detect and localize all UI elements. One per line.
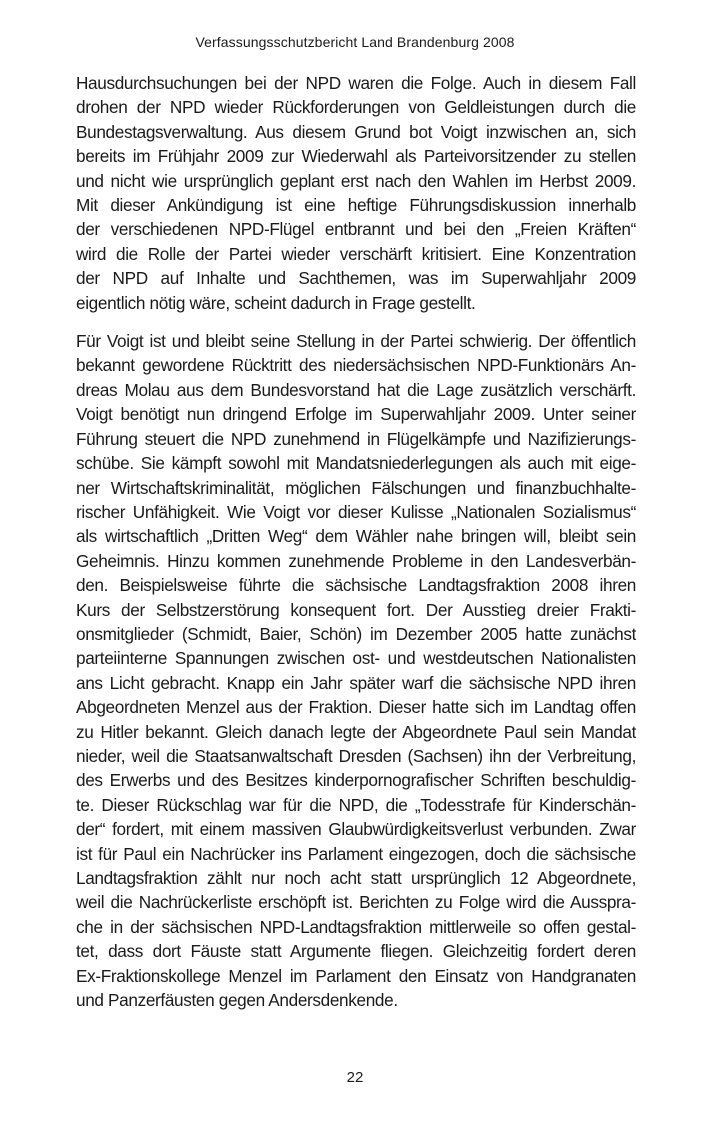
- text-line: bereits im Frühjahr 2009 zur Wiederwahl als Parteivorsitzender zu stellen: [76, 146, 636, 167]
- text-line: Abgeordneten Menzel aus der Fraktion. Dieser hatte sich im Landtag offen: [76, 697, 636, 718]
- text-line: und Panzerfäusten gegen Andersdenkende.: [76, 990, 398, 1011]
- text-line: parteiinterne Spannungen zwischen ost- und westdeutschen Nationalisten: [76, 648, 636, 669]
- text-line: der NPD auf Inhalte und Sachthemen, was im Superwahljahr 2009: [76, 268, 636, 289]
- text-line: Ex-Fraktionskollege Menzel im Parlament den Einsatz von Handgranaten: [76, 965, 636, 986]
- text-line: Kurs der Selbstzerstörung konsequent fort. Der Ausstieg dreier Frakti-: [76, 599, 636, 620]
- text-line: ans Licht gebracht. Knapp ein Jahr später warf die sächsische NPD ihren: [76, 672, 636, 693]
- text-line: tet, dass dort Fäuste statt Argumente fliegen. Gleichzeitig fordert deren: [76, 941, 636, 962]
- text-line: che in der sächsischen NPD-Landtagsfraktion mittlerweile so offen gestal-: [76, 916, 636, 937]
- text-line: onsmitglieder (Schmidt, Baier, Schön) im Dezember 2005 hatte zunächst: [76, 623, 636, 644]
- text-line: ist für Paul ein Nachrücker ins Parlament eingezogen, doch die sächsische: [76, 843, 636, 864]
- text-line: zu Hitler bekannt. Gleich danach legte der Abgeordnete Paul sein Mandat: [76, 721, 636, 742]
- text-line: und nicht wie ursprünglich geplant erst nach den Wahlen im Herbst 2009.: [76, 170, 636, 191]
- text-line: Für Voigt ist und bleibt seine Stellung in der Partei schwierig. Der öffentlich: [76, 331, 636, 352]
- text-line: rischer Unfähigkeit. Wie Voigt vor dieser Kulisse „Nationalen Sozialismus“: [76, 501, 636, 522]
- text-line: Führung steuert die NPD zunehmend in Flügelkämpfe und Nazifizierungs-: [76, 428, 636, 449]
- page-number: 22: [346, 1069, 364, 1086]
- text-line: Bundestagsverwaltung. Aus diesem Grund bot Voigt inzwischen an, sich: [76, 121, 636, 142]
- text-line: eigentlich nötig wäre, scheint dadurch in Frage gestellt.: [76, 292, 476, 313]
- text-line: nieder, weil die Staatsanwaltschaft Dresden (Sachsen) ihn der Verbreitung,: [76, 745, 636, 766]
- text-line: den. Beispielsweise führte die sächsische Landtagsfraktion 2008 ihren: [76, 575, 636, 596]
- text-line: weil die Nachrückerliste erschöpft ist. Berichten zu Folge wird die Ausspra-: [76, 892, 636, 913]
- text-line: ner Wirtschaftskriminalität, möglichen Fälschungen und finanzbuchhalte-: [76, 477, 636, 498]
- text-line: Hausdurchsuchungen bei der NPD waren die Folge. Auch in diesem Fall: [76, 73, 636, 93]
- text-line: Mit dieser Ankündigung ist eine heftige Führungsdiskussion innerhalb: [76, 195, 636, 216]
- text-line: der“ fordert, mit einem massiven Glaubwürdigkeitsverlust verbunden. Zwar: [76, 819, 636, 840]
- text-line: des Erwerbs und des Besitzes kinderpornografischer Schriften beschuldig-: [76, 770, 636, 791]
- text-line: Geheimnis. Hinzu kommen zunehmende Probleme in den Landesverbän-: [76, 550, 636, 571]
- text-line: drohen der NPD wieder Rückforderungen von Geldleistungen durch die: [76, 97, 636, 118]
- text-line: Voigt benötigt nun dringend Erfolge im Superwahljahr 2009. Unter seiner: [76, 404, 636, 425]
- text-line: schübe. Sie kämpft sowohl mit Mandatsniederlegungen als auch mit eige-: [76, 453, 636, 474]
- paragraph-1: [76, 71, 636, 315]
- body-text: [76, 71, 636, 1012]
- text-line: te. Dieser Rückschlag war für die NPD, die „Todesstrafe für Kinderschän-: [76, 794, 636, 815]
- text-line: dreas Molau aus dem Bundesvorstand hat die Lage zusätzlich verschärft.: [76, 379, 636, 400]
- text-line: wird die Rolle der Partei wieder verschärft kritisiert. Eine Konzentration: [76, 243, 636, 264]
- text-line: als wirtschaftlich „Dritten Weg“ dem Wähler nahe bringen will, bleibt sein: [76, 526, 636, 547]
- running-header: Verfassungsschutzbericht Land Brandenburg 2008: [195, 34, 515, 50]
- text-line: bekannt gewordene Rücktritt des niedersächsischen NPD-Funktionärs An-: [76, 355, 636, 376]
- text-line: der verschiedenen NPD-Flügel entbrannt und bei den „Freien Kräften“: [76, 219, 636, 240]
- paragraph-2: [76, 329, 636, 1012]
- text-line: Landtagsfraktion zählt nur noch acht statt ursprünglich 12 Abgeordnete,: [76, 868, 636, 888]
